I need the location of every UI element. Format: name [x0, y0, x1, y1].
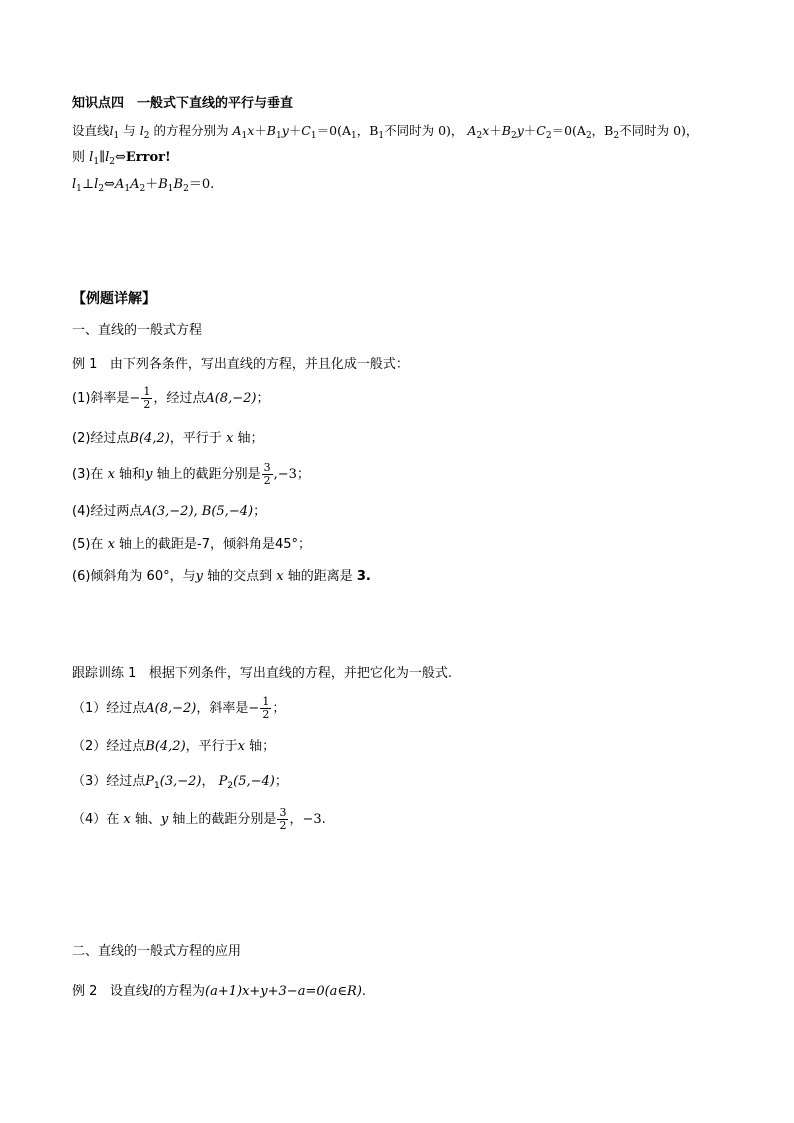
training-1-prompt: 跟踪训练 1 根据下列条件，写出直线的方程，并把它化为一般式. [72, 666, 452, 681]
training-1-item-2: （2）经过点B(4,2)，平行于x 轴； [72, 739, 276, 754]
example-1-item-6: (6)倾斜角为 60°，与y 轴的交点到 x 轴的距离是 3. [72, 569, 371, 584]
example-1-item-1: (1)斜率是− $\frac{1}{2}$ ，经过点A(8,−2)； [72, 385, 270, 411]
fraction: $\frac{3}{2}$ [263, 461, 271, 487]
training-1-item-4: （4）在 x 轴、y 轴上的截距分别是 $\frac{3}{2}$ ，−3. [72, 806, 326, 832]
fraction: $\frac{1}{2}$ [143, 385, 151, 411]
training-1-item-1: （1）经过点A(8,−2)，斜率是− $\frac{1}{2}$ ； [72, 695, 286, 721]
example-1-item-5: (5)在 x 轴上的截距是-7，倾斜角是45°； [72, 537, 312, 552]
section-heading: 知识点四 一般式下直线的平行与垂直 [72, 96, 294, 111]
parallel-condition: 则 $l_1\parallel l_2\Leftrightarrow Error$! [72, 150, 171, 167]
condition-line: 设直线$l_1$ 与 $l_2$ 的方程分别为 $A_1x+B_1y+C_1=0(A_1$，$B_1$不同时为 0)， $A_2x+B_2y+C_2=0(A_2$，$B_2$不同时为 0)， [72, 123, 699, 141]
perpendicular-condition: $l_1\perp l_2\Leftrightarrow A_1A_2+B_1B_2=0$. [72, 177, 215, 194]
example-1-item-2: (2)经过点B(4,2)，平行于 x 轴； [72, 431, 264, 446]
examples-header: 【例题详解】 [72, 291, 156, 307]
fraction: $\frac{3}{2}$ [279, 806, 287, 832]
subsection-title-2: 二、直线的一般式方程的应用 [72, 944, 242, 959]
example-1-item-3: (3)在 x 轴和y 轴上的截距分别是 $\frac{3}{2}$ ,−3； [72, 461, 310, 487]
example-2-prompt: 例 2 设直线l的方程为(a+1)x+y+3−a=0(a∈R). [72, 984, 367, 999]
fraction: $\frac{1}{2}$ [262, 695, 270, 721]
example-1-item-4: (4)经过两点A(3,−2), B(5,−4)； [72, 504, 267, 519]
example-1-prompt: 例 1 由下列各条件，写出直线的方程，并且化成一般式： [72, 357, 409, 372]
training-1-item-3: （3）经过点$P_1(3,-2)$， $P_2(5,-4)$； [72, 774, 288, 791]
subsection-title-1: 一、直线的一般式方程 [72, 323, 203, 338]
